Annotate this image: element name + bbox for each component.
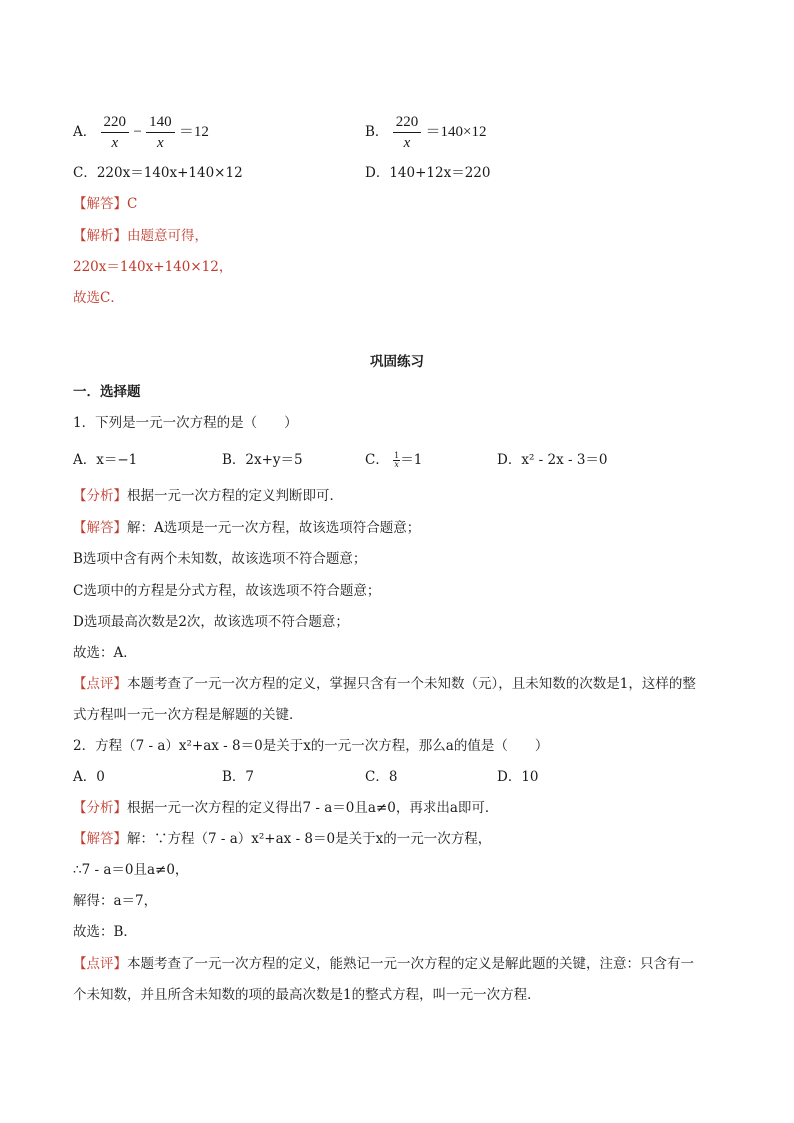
q1-option-c-rhs: ＝1 (400, 452, 423, 468)
q2-analysis (73, 798, 498, 818)
comment-text: 本题考查了一元一次方程的定义，能熟记一元一次方程的定义是解此题的关键，注意：只含有一 (127, 956, 694, 972)
q2-option-a: A．0 (73, 769, 105, 785)
answer-text: 解：A选项是一元一次方程，故该选项符合题意； (127, 520, 421, 536)
fraction-220-over-x (101, 112, 130, 153)
option-d-row (365, 163, 490, 183)
q1-option-a: A．x＝−1 (73, 452, 138, 468)
answer-tag: 【解答】 (73, 831, 127, 847)
fraction-220-over-x (393, 112, 422, 153)
q1-choose: 故选：A． (73, 645, 137, 661)
comment-tag: 【点评】 (73, 676, 127, 692)
answer-text: 解：∵方程（7 - a）x²+ax - 8＝0是关于x的一元一次方程， (127, 831, 492, 847)
answer-value: C (127, 196, 138, 212)
q2-choose: 故选：B． (73, 924, 137, 940)
subsection-title: 一．选择题 (73, 384, 141, 400)
option-b-label: B． (365, 124, 389, 140)
equation-line: 220x＝140x+140×12， (73, 259, 233, 275)
numerator: 220 (393, 112, 422, 133)
analysis-tag: 【分析】 (73, 488, 127, 504)
analysis-tag: 【解析】 (73, 228, 127, 244)
q1-comment-cont: 式方程叫一元一次方程是解题的关键． (73, 707, 303, 723)
q1-stem: 1．下列是一元一次方程的是（ ） (73, 415, 298, 431)
answer-line-1 (73, 194, 137, 214)
analysis-line-1 (73, 226, 208, 246)
analysis-text: 根据一元一次方程的定义判断即可． (127, 488, 343, 504)
numerator: 140 (146, 112, 175, 133)
analysis-text: 根据一元一次方程的定义得出7 - a＝0且a≠0，再求出a即可． (127, 800, 499, 816)
denominator: x (157, 135, 164, 151)
q2-option-b: B．7 (222, 769, 255, 785)
q2-option-c: C．8 (365, 769, 398, 785)
option-a-rhs: ＝12 (178, 124, 209, 140)
option-a-label: A． (73, 124, 97, 140)
analysis-tag: 【分析】 (73, 800, 127, 816)
option-b-row (365, 112, 486, 153)
fraction-140-over-x (146, 112, 175, 153)
q2-comment-cont: 个未知数，并且所含未知数的项的最高次数是1的整式方程，叫一元一次方程． (73, 987, 541, 1003)
denominator: x (403, 135, 411, 151)
q1-answer (73, 518, 420, 538)
option-a-row (73, 112, 209, 153)
option-d-label: D． (365, 165, 390, 181)
section-title: 巩固练习 (370, 354, 424, 370)
q2-solve: 解得：a＝7， (73, 893, 158, 909)
option-c-text: 220x＝140x+140×12 (96, 165, 243, 181)
option-c-row (73, 163, 243, 183)
minus-sign: − (133, 124, 142, 140)
q1-option-d-expr: x² - 2x - 3＝0 (521, 452, 608, 468)
numerator: 220 (101, 112, 130, 133)
q1-analysis (73, 486, 343, 506)
option-c-label: C． (73, 165, 97, 181)
option-d-text: 140+12x＝220 (389, 165, 491, 181)
comment-tag: 【点评】 (73, 956, 127, 972)
denominator: x (111, 135, 119, 151)
q2-therefore: ∴7 - a＝0且a≠0， (73, 862, 189, 878)
answer-tag: 【解答】 (73, 196, 127, 212)
q1-option-d (497, 450, 608, 470)
comment-text: 本题考查了一元一次方程的定义，掌握只含有一个未知数（元），且未知数的次数是1，这样的整 (127, 676, 696, 692)
q1-line-d: D选项最高次数是2次，故该选项不符合题意； (73, 614, 349, 630)
q2-stem: 2．方程（7 - a）x²+ax - 8＝0是关于x的一元一次方程，那么a的值是（ ） (73, 738, 549, 754)
q1-option-c (365, 450, 422, 470)
q1-line-c: C选项中的方程是分式方程，故该选项不符合题意； (73, 583, 381, 599)
q1-line-b: B选项中含有两个未知数，故该选项不符合题意； (73, 551, 367, 567)
q1-option-d-label: D． (497, 452, 522, 468)
denominator: x (394, 460, 399, 469)
q1-comment (73, 674, 696, 694)
q2-option-d: D．10 (497, 769, 539, 785)
numerator: 1 (394, 451, 400, 460)
analysis-text: 由题意可得， (127, 228, 208, 244)
q1-option-c-label: C． (365, 452, 389, 468)
choose-line: 故选C． (73, 290, 124, 306)
answer-tag: 【解答】 (73, 520, 127, 536)
option-b-rhs: ＝140×12 (425, 124, 487, 140)
q2-answer (73, 829, 491, 849)
q2-comment (73, 954, 694, 974)
q1-option-b: B．2x+y＝5 (222, 452, 303, 468)
